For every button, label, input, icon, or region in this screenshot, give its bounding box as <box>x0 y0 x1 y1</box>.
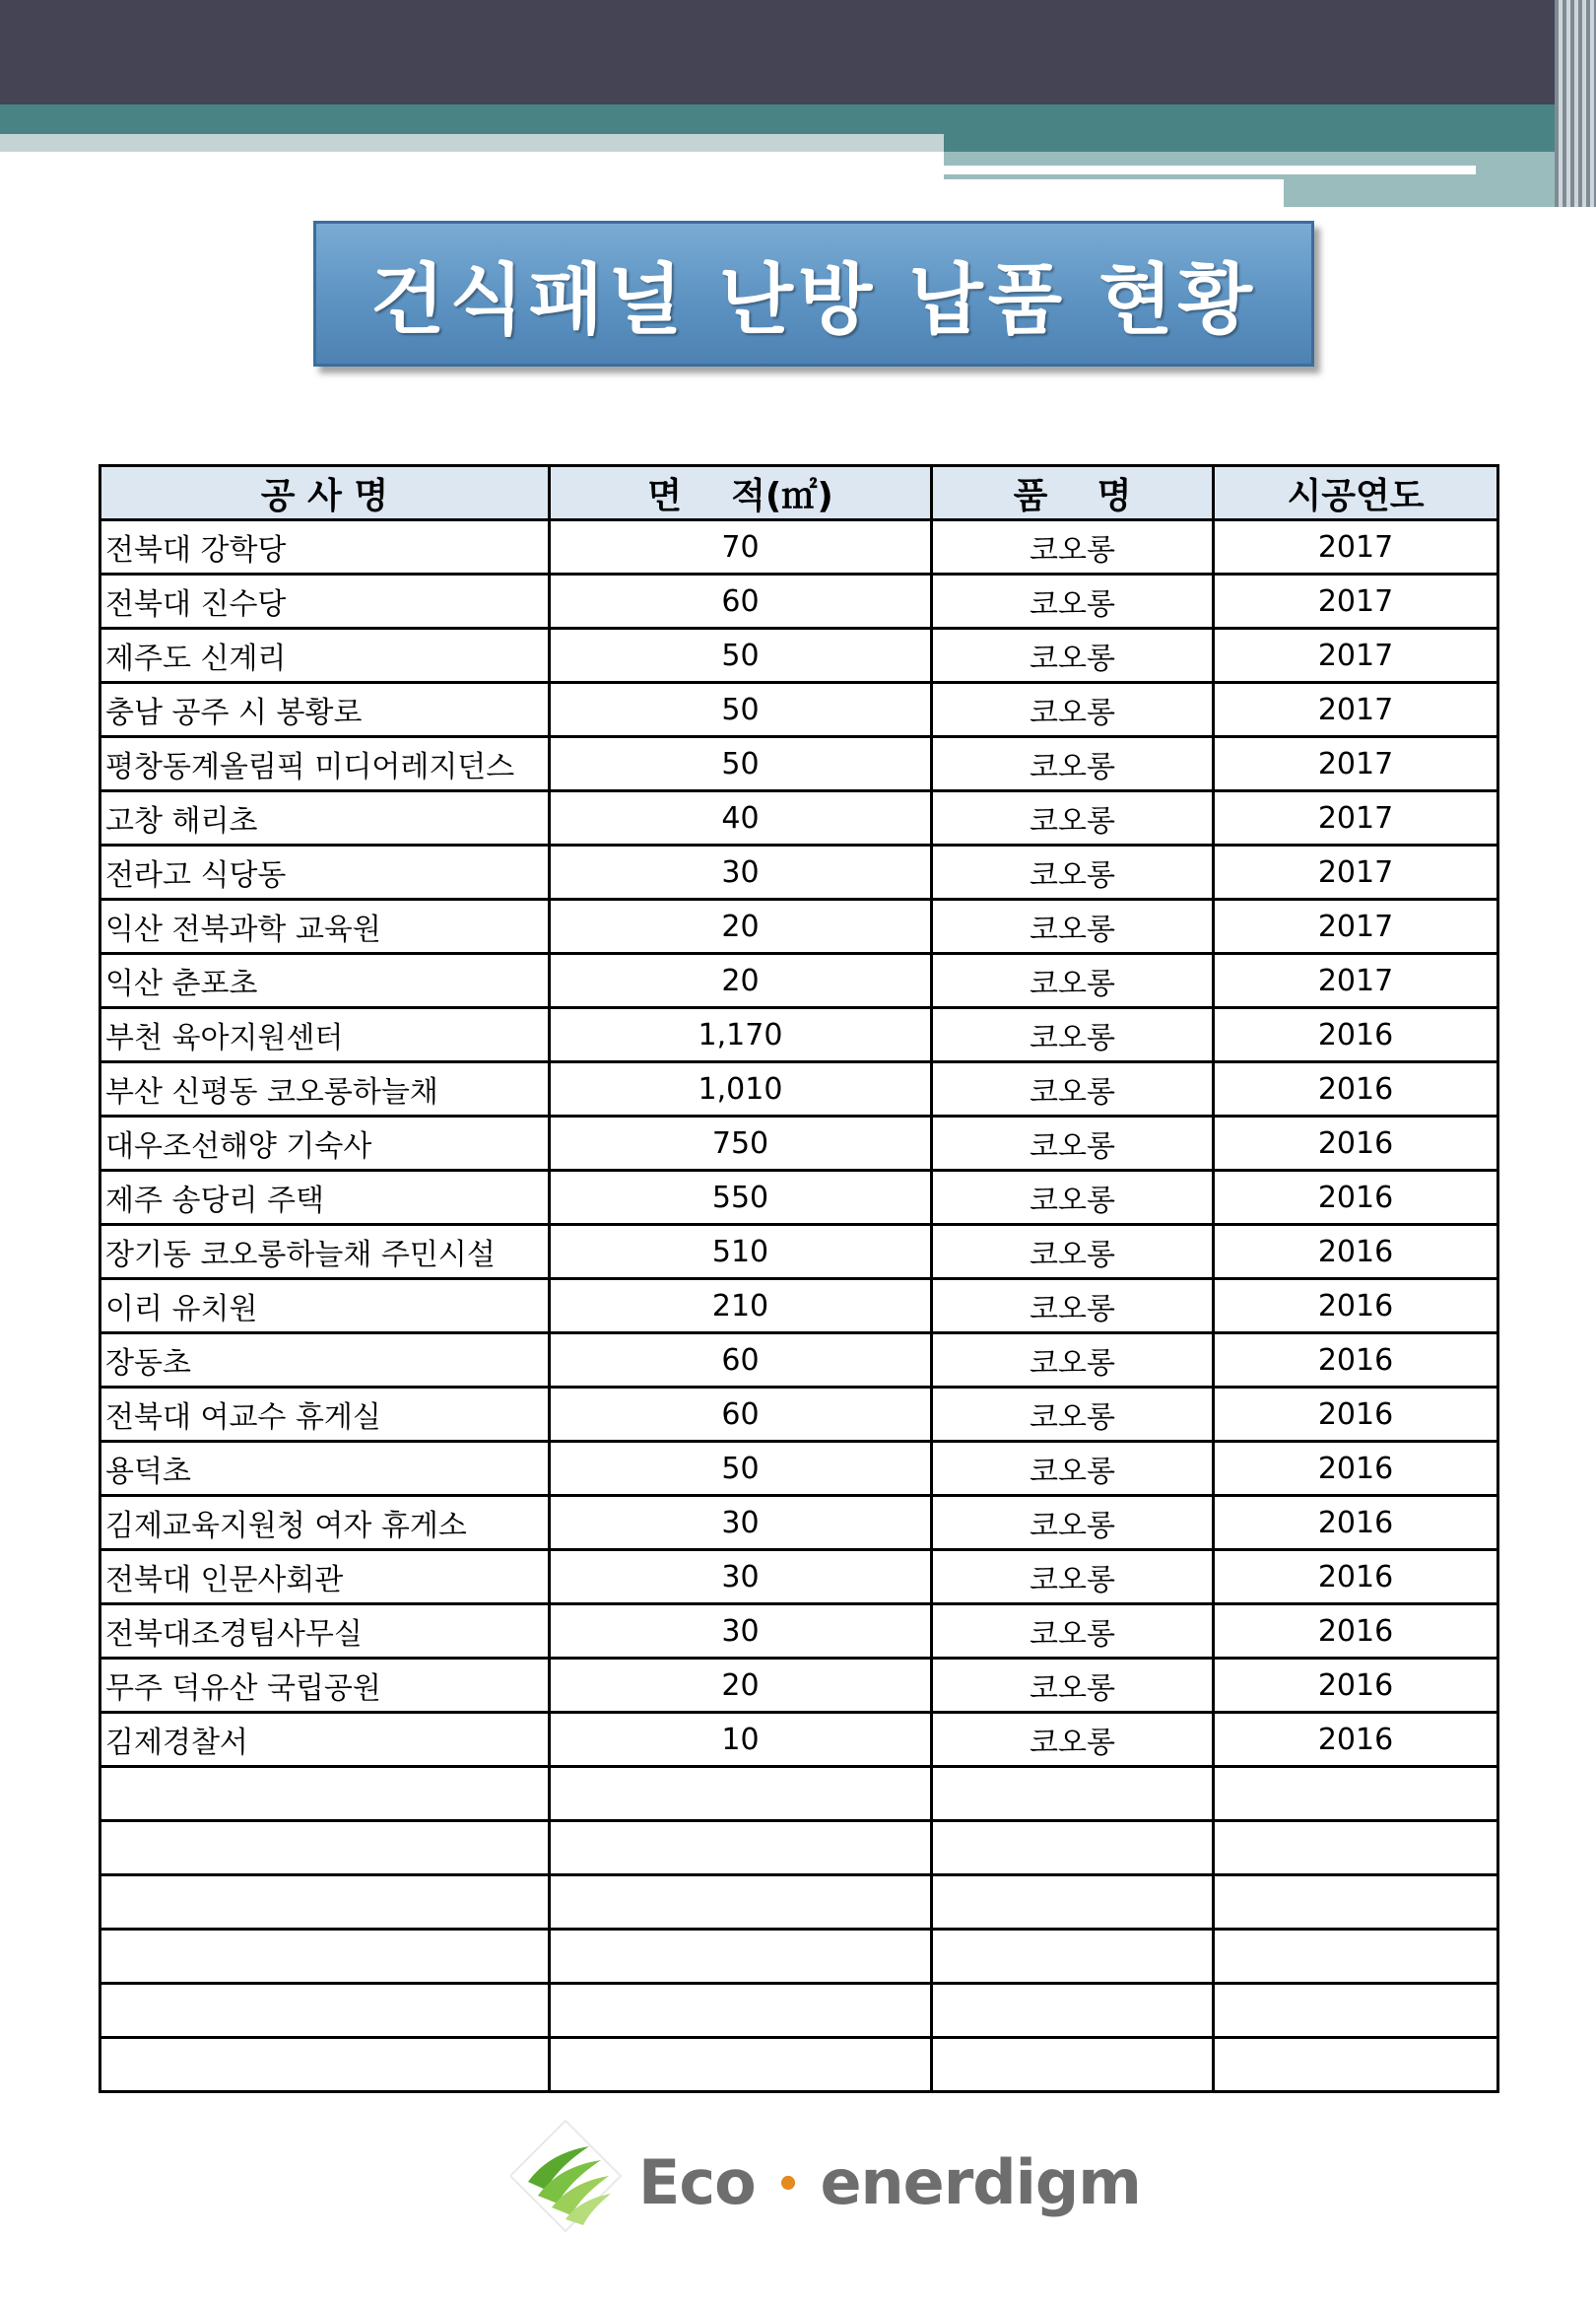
cell-year: 2017 <box>1214 737 1498 791</box>
cell-project-name: 용덕초 <box>100 1442 550 1496</box>
cell-product: 코오롱 <box>932 1117 1214 1171</box>
cell-area: 70 <box>550 520 932 575</box>
empty-cell <box>100 2038 550 2092</box>
empty-cell <box>100 1930 550 1984</box>
table-row <box>100 1496 1498 1550</box>
cell-area: 50 <box>550 683 932 737</box>
table-row <box>100 1062 1498 1117</box>
cell-area: 30 <box>550 1550 932 1604</box>
empty-cell <box>932 1767 1214 1821</box>
empty-cell <box>550 1984 932 2038</box>
cell-area: 1,170 <box>550 1008 932 1062</box>
cell-year: 2016 <box>1214 1008 1498 1062</box>
empty-cell <box>1214 1767 1498 1821</box>
cell-product: 코오롱 <box>932 1062 1214 1117</box>
cell-area: 40 <box>550 791 932 846</box>
col-header-year: 시공연도 <box>1214 466 1498 520</box>
table-row <box>100 900 1498 954</box>
cell-product: 코오롱 <box>932 520 1214 575</box>
empty-cell <box>550 1821 932 1875</box>
empty-cell <box>932 2038 1214 2092</box>
cell-area: 550 <box>550 1171 932 1225</box>
cell-product: 코오롱 <box>932 1008 1214 1062</box>
cell-area: 210 <box>550 1279 932 1333</box>
cell-area: 50 <box>550 629 932 683</box>
table-row <box>100 1388 1498 1442</box>
cell-year: 2016 <box>1214 1713 1498 1767</box>
cell-year: 2016 <box>1214 1225 1498 1279</box>
cell-product: 코오롱 <box>932 1279 1214 1333</box>
table-row <box>100 1659 1498 1713</box>
cell-area: 20 <box>550 900 932 954</box>
header-gap <box>0 152 944 206</box>
table-row-empty <box>100 1930 1498 1984</box>
logo-wordmark: Eco • enerdigm <box>638 2146 1141 2218</box>
header-band-dark <box>0 0 1596 104</box>
empty-cell <box>1214 1821 1498 1875</box>
empty-cell <box>932 1984 1214 2038</box>
cell-area: 1,010 <box>550 1062 932 1117</box>
empty-cell <box>550 1930 932 1984</box>
empty-cell <box>1214 1984 1498 2038</box>
table-row <box>100 1008 1498 1062</box>
table-row <box>100 1225 1498 1279</box>
cell-product: 코오롱 <box>932 1713 1214 1767</box>
empty-cell <box>1214 1930 1498 1984</box>
cell-project-name: 전북대 진수당 <box>100 575 550 629</box>
cell-project-name: 충남 공주 시 봉황로 <box>100 683 550 737</box>
header-gap-right <box>944 179 1284 207</box>
page-title: 건식패널 난방 납품 현황 <box>370 256 1257 345</box>
cell-product: 코오롱 <box>932 1496 1214 1550</box>
cell-area: 20 <box>550 1659 932 1713</box>
cell-area: 60 <box>550 1333 932 1388</box>
title-banner <box>313 221 1314 367</box>
cell-project-name: 장기동 코오롱하늘채 주민시설 <box>100 1225 550 1279</box>
cell-year: 2017 <box>1214 846 1498 900</box>
empty-cell <box>932 1821 1214 1875</box>
cell-project-name: 전북대 인문사회관 <box>100 1550 550 1604</box>
cell-year: 2017 <box>1214 683 1498 737</box>
cell-year: 2016 <box>1214 1333 1498 1388</box>
table-row <box>100 954 1498 1008</box>
cell-area: 10 <box>550 1713 932 1767</box>
header-strip-light <box>0 134 944 152</box>
cell-product: 코오롱 <box>932 1225 1214 1279</box>
cell-project-name: 평창동계올림픽 미디어레지던스 <box>100 737 550 791</box>
cell-area: 50 <box>550 737 932 791</box>
table-row <box>100 1333 1498 1388</box>
cell-year: 2016 <box>1214 1442 1498 1496</box>
col-header-product: 품 명 <box>932 466 1214 520</box>
cell-project-name: 대우조선해양 기숙사 <box>100 1117 550 1171</box>
cell-area: 30 <box>550 1496 932 1550</box>
cell-product: 코오롱 <box>932 1550 1214 1604</box>
empty-cell <box>100 1875 550 1930</box>
cell-year: 2017 <box>1214 520 1498 575</box>
table-row <box>100 791 1498 846</box>
cell-project-name: 제주 송당리 주택 <box>100 1171 550 1225</box>
table-row <box>100 846 1498 900</box>
cell-project-name: 장동초 <box>100 1333 550 1388</box>
cell-area: 60 <box>550 1388 932 1442</box>
cell-product: 코오롱 <box>932 1442 1214 1496</box>
cell-project-name: 이리 유치원 <box>100 1279 550 1333</box>
table-row <box>100 520 1498 575</box>
cell-product: 코오롱 <box>932 737 1214 791</box>
table-row <box>100 629 1498 683</box>
table-header-row <box>100 466 1498 520</box>
cell-product: 코오롱 <box>932 900 1214 954</box>
cell-product: 코오롱 <box>932 629 1214 683</box>
empty-cell <box>550 1875 932 1930</box>
cell-area: 60 <box>550 575 932 629</box>
cell-project-name: 무주 덕유산 국립공원 <box>100 1659 550 1713</box>
delivery-table <box>99 464 1499 2093</box>
cell-year: 2016 <box>1214 1171 1498 1225</box>
table-row <box>100 683 1498 737</box>
cell-year: 2016 <box>1214 1550 1498 1604</box>
cell-product: 코오롱 <box>932 575 1214 629</box>
empty-cell <box>550 1767 932 1821</box>
cell-project-name: 제주도 신계리 <box>100 629 550 683</box>
table-row <box>100 1550 1498 1604</box>
cell-project-name: 김제경찰서 <box>100 1713 550 1767</box>
cell-year: 2016 <box>1214 1388 1498 1442</box>
empty-cell <box>100 1821 550 1875</box>
cell-product: 코오롱 <box>932 791 1214 846</box>
cell-year: 2016 <box>1214 1062 1498 1117</box>
cell-project-name: 전북대 여교수 휴게실 <box>100 1388 550 1442</box>
table-row <box>100 737 1498 791</box>
cell-product: 코오롱 <box>932 1171 1214 1225</box>
cell-area: 510 <box>550 1225 932 1279</box>
table-row <box>100 1604 1498 1659</box>
cell-area: 30 <box>550 1604 932 1659</box>
col-header-project: 공 사 명 <box>100 466 550 520</box>
cell-year: 2016 <box>1214 1117 1498 1171</box>
empty-cell <box>932 1875 1214 1930</box>
cell-area: 50 <box>550 1442 932 1496</box>
cell-project-name: 익산 춘포초 <box>100 954 550 1008</box>
cell-year: 2017 <box>1214 954 1498 1008</box>
table-body <box>100 520 1498 2092</box>
cell-product: 코오롱 <box>932 1388 1214 1442</box>
table-row-empty <box>100 1767 1498 1821</box>
empty-cell <box>100 1984 550 2038</box>
table-row <box>100 1442 1498 1496</box>
table-row <box>100 575 1498 629</box>
cell-area: 30 <box>550 846 932 900</box>
empty-cell <box>1214 2038 1498 2092</box>
cell-area: 20 <box>550 954 932 1008</box>
cell-project-name: 김제교육지원청 여자 휴게소 <box>100 1496 550 1550</box>
table-row-empty <box>100 2038 1498 2092</box>
empty-cell <box>932 1930 1214 1984</box>
cell-area: 750 <box>550 1117 932 1171</box>
cell-year: 2017 <box>1214 900 1498 954</box>
cell-product: 코오롱 <box>932 683 1214 737</box>
table-row-empty <box>100 1984 1498 2038</box>
header-edge-stripes <box>1555 0 1596 207</box>
eco-enerdigm-logo <box>510 2117 1141 2235</box>
cell-project-name: 익산 전북과학 교육원 <box>100 900 550 954</box>
table-row <box>100 1171 1498 1225</box>
cell-product: 코오롱 <box>932 846 1214 900</box>
cell-product: 코오롱 <box>932 1659 1214 1713</box>
cell-product: 코오롱 <box>932 1604 1214 1659</box>
empty-cell <box>550 2038 932 2092</box>
table-row-empty <box>100 1875 1498 1930</box>
col-header-area: 면 적(㎡) <box>550 466 932 520</box>
cell-year: 2016 <box>1214 1604 1498 1659</box>
cell-product: 코오롱 <box>932 954 1214 1008</box>
cell-year: 2016 <box>1214 1659 1498 1713</box>
cell-product: 코오롱 <box>932 1333 1214 1388</box>
empty-cell <box>100 1767 550 1821</box>
cell-year: 2016 <box>1214 1496 1498 1550</box>
cell-project-name: 부산 신평동 코오롱하늘채 <box>100 1062 550 1117</box>
cell-year: 2017 <box>1214 791 1498 846</box>
cell-year: 2017 <box>1214 575 1498 629</box>
cell-year: 2016 <box>1214 1279 1498 1333</box>
logo-mark-icon <box>510 2117 627 2235</box>
header-line-white <box>944 166 1476 174</box>
table-row <box>100 1713 1498 1767</box>
cell-project-name: 부천 육아지원센터 <box>100 1008 550 1062</box>
table-row <box>100 1117 1498 1171</box>
cell-project-name: 전북대 강학당 <box>100 520 550 575</box>
cell-project-name: 고창 해리초 <box>100 791 550 846</box>
table-row <box>100 1279 1498 1333</box>
empty-cell <box>1214 1875 1498 1930</box>
table-row-empty <box>100 1821 1498 1875</box>
cell-year: 2017 <box>1214 629 1498 683</box>
cell-project-name: 전북대조경팀사무실 <box>100 1604 550 1659</box>
cell-project-name: 전라고 식당동 <box>100 846 550 900</box>
